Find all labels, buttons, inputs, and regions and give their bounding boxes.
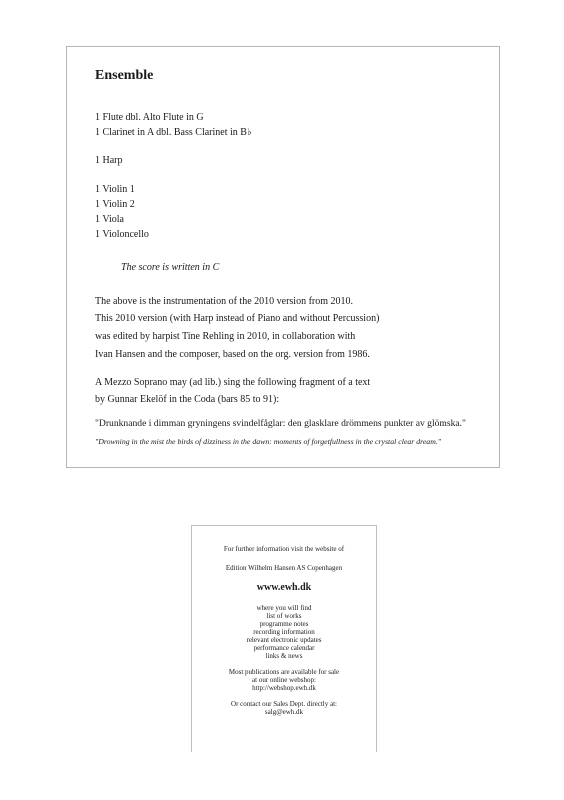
paragraph-line: A Mezzo Soprano may (ad lib.) sing the following fragment of a text	[95, 377, 371, 388]
find-line: relevant electronic updates	[246, 636, 322, 644]
paragraph-line: was edited by harpist Tine Rehling in 2010, in collaboration with	[95, 331, 356, 342]
instrument-line: 1 Violoncello	[95, 229, 149, 240]
find-line: performance calendar	[253, 644, 315, 652]
ensemble-heading: Ensemble	[95, 68, 154, 83]
paragraph-line: Ivan Hansen and the composer, based on the org. version from 1986.	[95, 349, 370, 360]
instrument-line: 1 Violin 1	[95, 184, 135, 195]
quote-swedish: "Drunknande i dimman gryningens svindelfåglar: den glasklare drömmens punkter av glömska."	[95, 418, 466, 429]
instrument-line: 1 Viola	[95, 214, 124, 225]
publisher-name: Edition Wilhelm Hansen AS Copenhagen	[225, 564, 343, 572]
sales-line: Or contact our Sales Dept. directly at:	[231, 700, 337, 708]
contact-intro: For further information visit the website of	[223, 545, 345, 553]
paragraph-line: This 2010 version (with Harp instead of Piano and without Percussion)	[95, 313, 380, 324]
find-line: recording information	[253, 628, 315, 636]
paragraph-line: The above is the instrumentation of the 2010 version from 2010.	[95, 296, 354, 307]
instrument-line: 1 Clarinet in A dbl. Bass Clarinet in B♭	[95, 127, 252, 138]
webshop-link[interactable]: http://webshop.ewh.dk	[252, 684, 316, 692]
instrument-line: 1 Violin 2	[95, 199, 135, 210]
find-line: programme notes	[259, 620, 309, 628]
find-line: links & news	[265, 652, 303, 660]
webshop-line: Most publications are available for sale	[228, 668, 340, 676]
instrument-line: 1 Harp	[95, 155, 123, 166]
paragraph-line: by Gunnar Ekelöf in the Coda (bars 85 to 91):	[95, 394, 280, 405]
find-line: where you will find	[256, 604, 312, 612]
website-link[interactable]: www.ewh.dk	[256, 582, 312, 593]
quote-english: "Drowning in the mist the birds of dizziness in the dawn: moments of forgetfullness in the crystal clear dream."	[95, 437, 442, 446]
sales-email-link[interactable]: salg@ewh.dk	[264, 708, 304, 716]
instrument-line: 1 Flute dbl. Alto Flute in G	[95, 112, 204, 123]
webshop-line: at our online webshop:	[252, 676, 316, 684]
score-note: The score is written in C	[121, 262, 220, 273]
find-line: list of works	[266, 612, 302, 620]
